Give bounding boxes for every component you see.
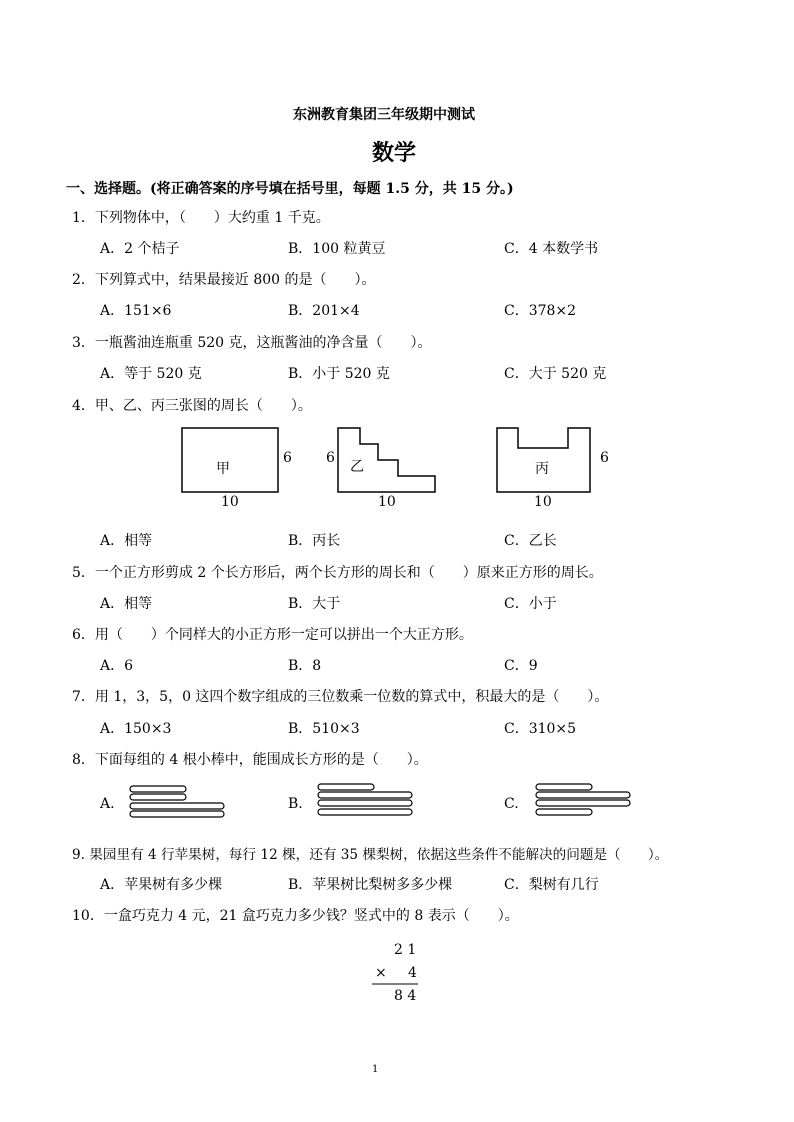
- q2-option-b: B．201×4: [288, 303, 360, 319]
- question-2: 2．下列算式中，结果最接近 800 的是（ ）。: [72, 272, 376, 288]
- question-3: 3．一瓶酱油连瓶重 520 克，这瓶酱油的净含量（ ）。: [72, 335, 432, 351]
- q1-option-a: A．2 个桔子: [100, 241, 180, 257]
- q2-option-a: A．151×6: [100, 303, 172, 319]
- q6-option-c: C．9: [504, 658, 538, 674]
- figure-jia-width: 10: [221, 494, 239, 510]
- q6-option-b: B．8: [288, 658, 322, 674]
- q3-option-a: A．等于 520 克: [100, 366, 202, 382]
- q5-option-b: B．大于: [288, 596, 341, 612]
- figure-bing-width: 10: [534, 494, 552, 510]
- q9-option-a: A．苹果树有多少棵: [100, 877, 223, 893]
- calc-times-sign: ×: [375, 965, 387, 981]
- q4-option-b: B．丙长: [288, 533, 341, 549]
- question-8: 8．下面每组的 4 根小棒中，能围成长方形的是（ ）。: [72, 752, 428, 768]
- q5-option-a: A．相等: [100, 596, 153, 612]
- question-6: 6．用（ ）个同样大的小正方形一定可以拼出一个大正方形。: [72, 627, 473, 643]
- q9-option-c: C．梨树有几行: [504, 877, 599, 893]
- figure-yi-label: 乙: [350, 459, 364, 475]
- q8-option-b: B.: [288, 796, 303, 812]
- question-7: 7．用 1，3，5，0 这四个数字组成的三位数乘一位数的算式中，积最大的是（ ）。: [72, 689, 609, 705]
- q1-option-b: B．100 粒黄豆: [288, 241, 386, 257]
- figure-jia-height: 6: [283, 450, 292, 466]
- q4-option-c: C．乙长: [504, 533, 557, 549]
- q3-option-b: B．小于 520 克: [288, 366, 390, 382]
- q7-option-a: A．150×3: [100, 721, 172, 737]
- question-1: 1．下列物体中，（ ）大约重 1 千克。: [72, 210, 330, 226]
- question-10: 10．一盒巧克力 4 元，21 盒巧克力多少钱？竖式中的 8 表示（ ）。: [72, 908, 519, 924]
- figure-jia-label: 甲: [216, 461, 230, 477]
- exam-title: 东洲教育集团三年级期中测试: [293, 107, 475, 123]
- q8-option-c: C.: [504, 796, 519, 812]
- section-heading: 一、选择题。(将正确答案的序号填在括号里，每题 1.5 分，共 15 分。): [66, 181, 514, 197]
- q9-option-b: B．苹果树比梨树多多少棵: [288, 877, 453, 893]
- q7-option-b: B．510×3: [288, 721, 360, 737]
- subject-title: 数学: [372, 140, 417, 166]
- q8-option-a: A.: [100, 796, 115, 812]
- q6-option-a: A．6: [100, 658, 134, 674]
- figure-yi-width: 10: [378, 494, 396, 510]
- q1-option-c: C．4 本数学书: [504, 241, 599, 257]
- figure-yi-height: 6: [326, 450, 335, 466]
- calc-row-2: 4: [408, 965, 417, 981]
- question-4: 4．甲、乙、丙三张图的周长（ ）。: [72, 398, 312, 414]
- calc-result: 8 4: [394, 988, 417, 1004]
- figure-bing-height: 6: [600, 450, 609, 466]
- question-5: 5．一个正方形剪成 2 个长方形后，两个长方形的周长和（ ）原来正方形的周长。: [72, 565, 603, 581]
- figure-bing-label: 丙: [535, 461, 549, 477]
- q3-option-c: C．大于 520 克: [504, 366, 607, 382]
- q5-option-c: C．小于: [504, 596, 557, 612]
- page-number: 1: [372, 1064, 379, 1075]
- q4-option-a: A．相等: [100, 533, 153, 549]
- question-9: 9. 果园里有 4 行苹果树，每行 12 棵，还有 35 棵梨树，依据这些条件不能解决的问题是（ ）。: [72, 847, 669, 863]
- q7-option-c: C．310×5: [504, 721, 577, 737]
- q2-option-c: C．378×2: [504, 303, 577, 319]
- calc-row-1: 2 1: [394, 942, 417, 958]
